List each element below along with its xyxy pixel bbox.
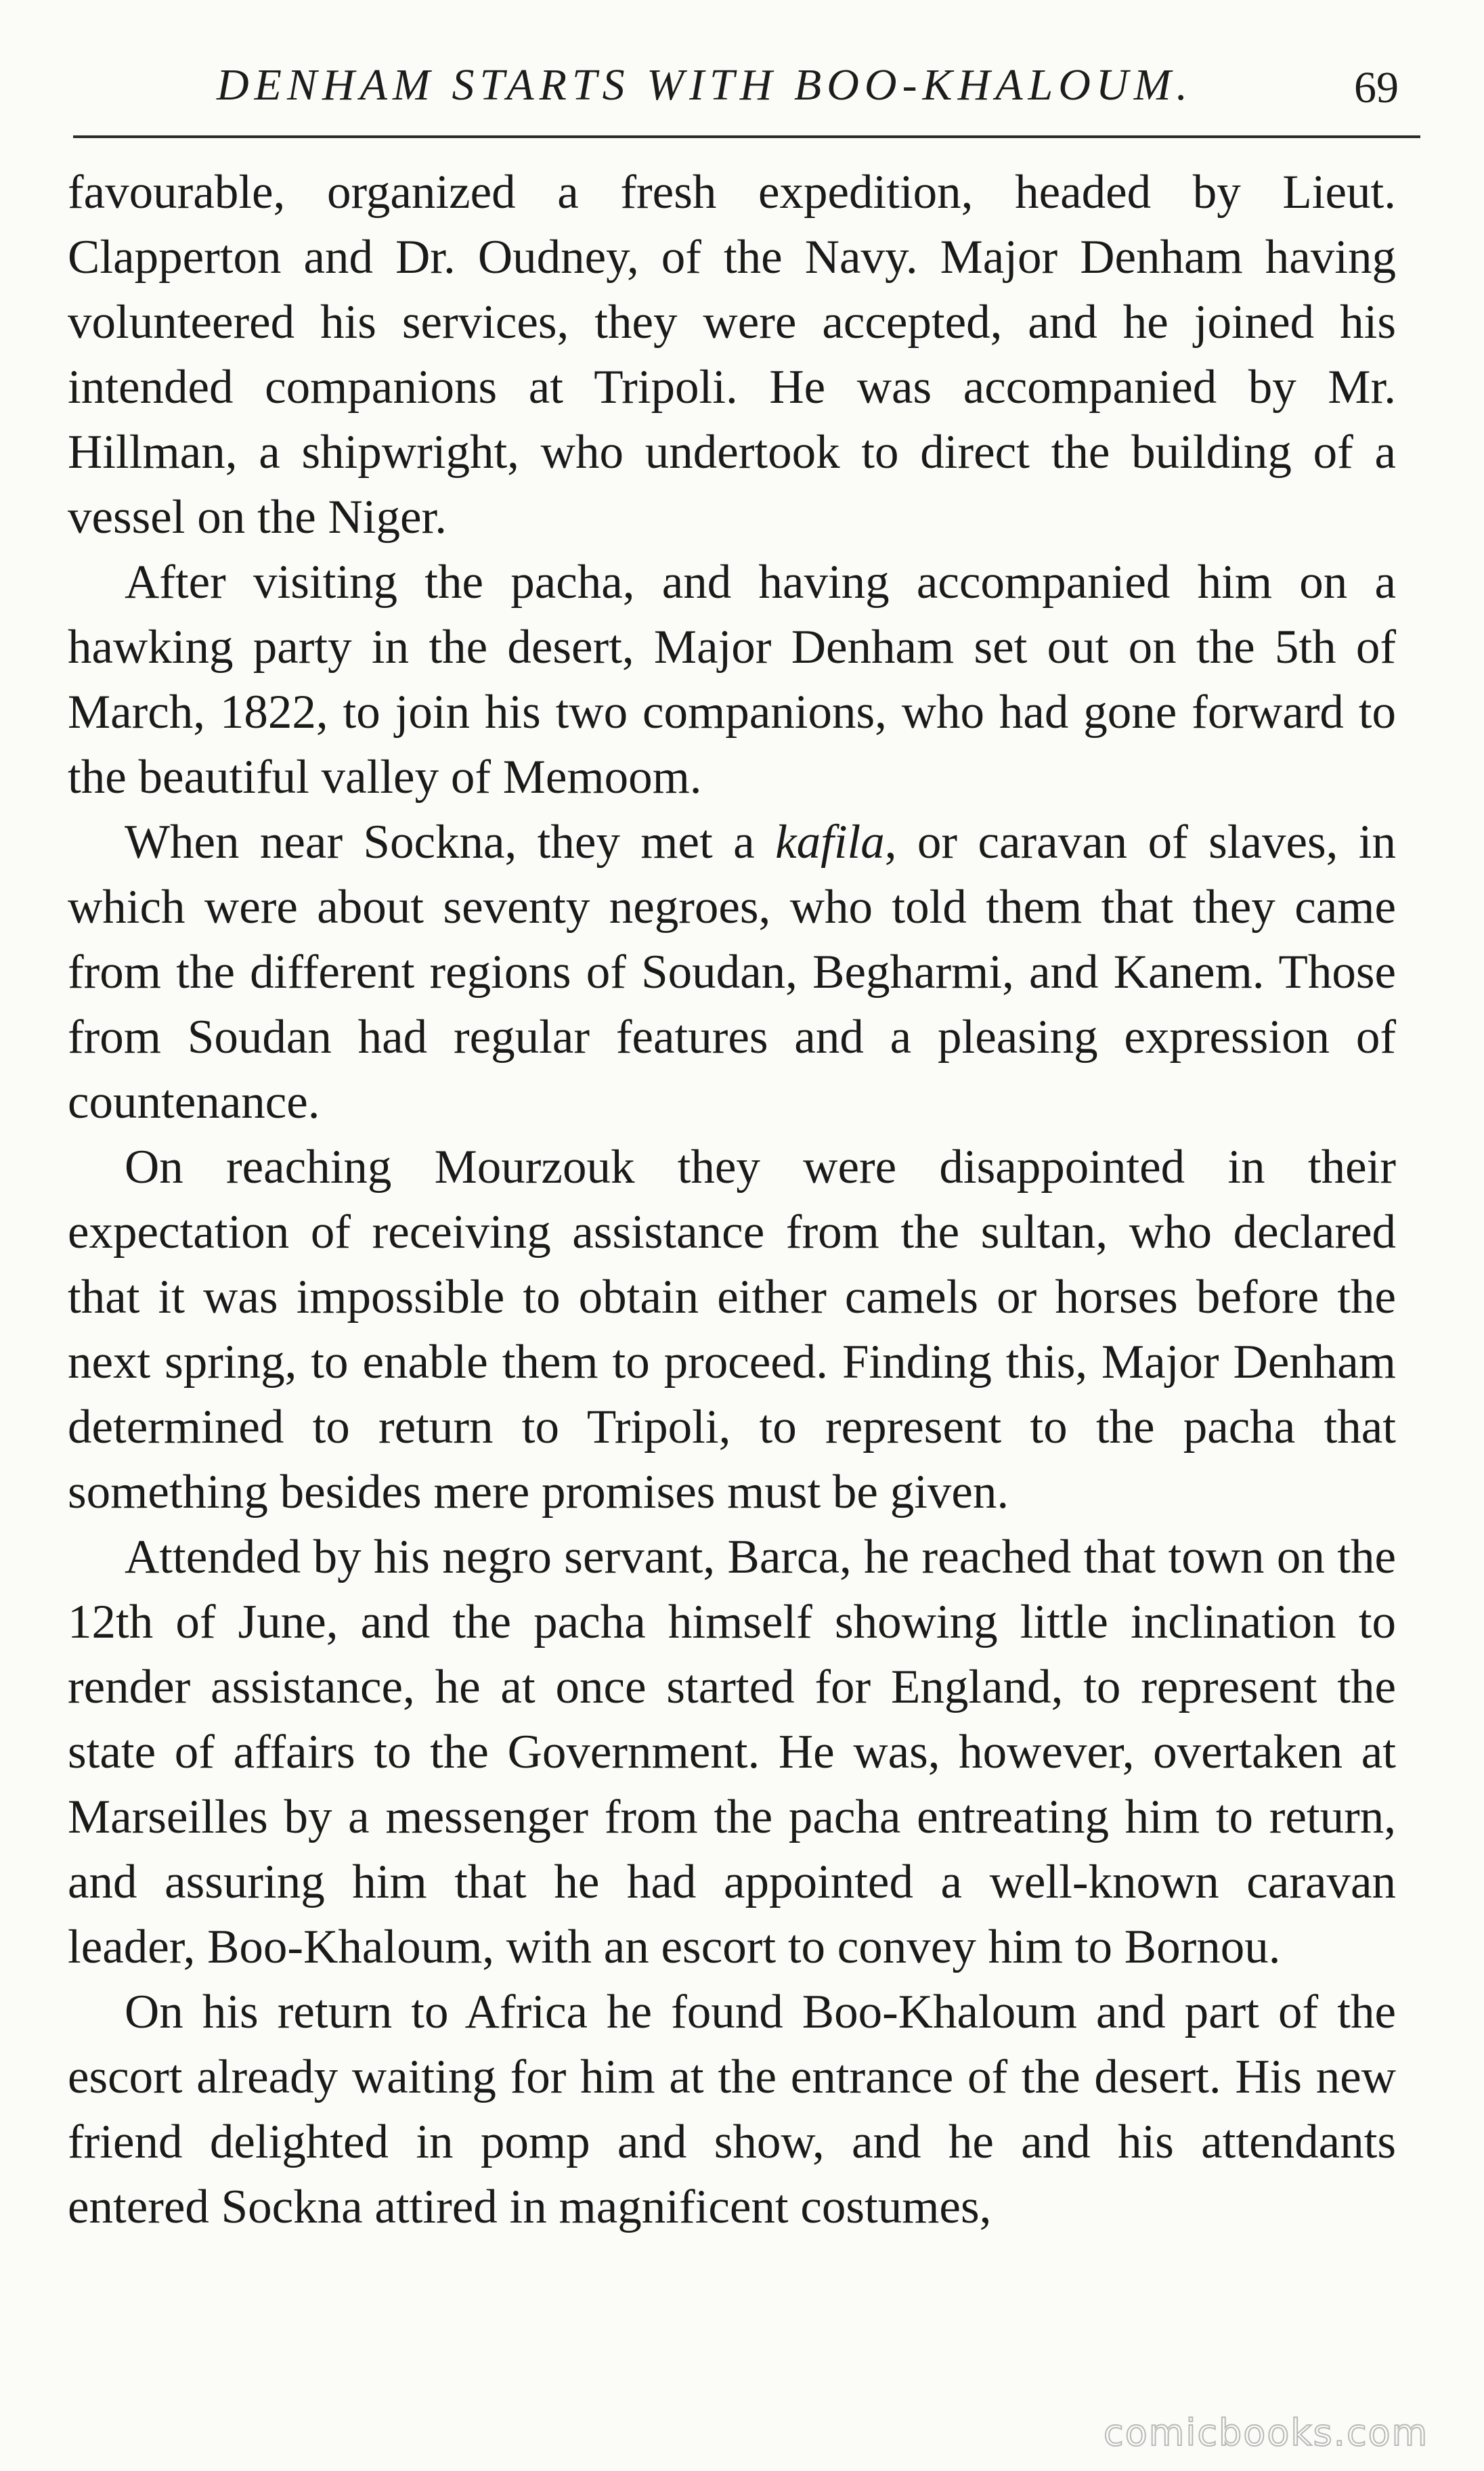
paragraph-4: On reaching Mourzouk they were disappointed in their expectation of receiving assistance from the sultan, who declared that it was impossible to obtain either camels or horses before the next spring, to enable them to proceed. Finding this, Major Denham determined to return to Tripoli, to represent to the pacha that something besides mere promises must be given. xyxy=(68,1141,1396,1518)
watermark: comicbooks.com xyxy=(1104,2411,1429,2454)
paragraph-2: After visiting the pacha, and having accompanied him on a hawking party in the desert, Major Denham set out on the 5th of March, 1822, to join his two companions, who had gone forward to the beautiful valley of Memoom. xyxy=(68,556,1396,804)
paragraph-1: favourable, organized a fresh expedition, headed by Lieut. Clapperton and Dr. Oudney, of the Navy. Major Denham having volunteered his services, they were accepted, and he joined his intended companions at Tripoli. He was accompanied by Mr. Hillman, a shipwright, who undertook to direct the building of a vessel on the Niger. xyxy=(68,166,1396,544)
paragraph-3: When near Sockna, they met a kafila, or caravan of slaves, in which were about seventy negroes, who told them that they came from the different regions of Soudan, Begharmi, and Kanem. Those from Soudan had regular features and a pleasing expression of countenance. xyxy=(68,816,1396,1129)
paragraph-5: Attended by his negro servant, Barca, he reached that town on the 12th of June, and the pacha himself showing little inclination to render assistance, he at once started for England, to represent the state of affairs to the Government. He was, however, overtaken at Marseilles by a messenger from the pacha entreating him to return, and assuring him that he had appointed a well-known caravan leader, Boo-Khaloum, with an escort to convey him to Bornou. xyxy=(68,1531,1396,1973)
body-text xyxy=(68,160,1396,2239)
running-head-title: DENHAM STARTS WITH BOO-KHALOUM. xyxy=(217,60,1194,110)
header-rule xyxy=(73,135,1420,138)
paragraph-6: On his return to Africa he found Boo-Khaloum and part of the escort already waiting for him at the entrance of the desert. His new friend delighted in pomp and show, and he and his attendants entered Sockna attired in magnificent costumes, xyxy=(68,1986,1396,2233)
italic-term: kafila xyxy=(775,816,885,869)
page-number: 69 xyxy=(1354,63,1399,112)
